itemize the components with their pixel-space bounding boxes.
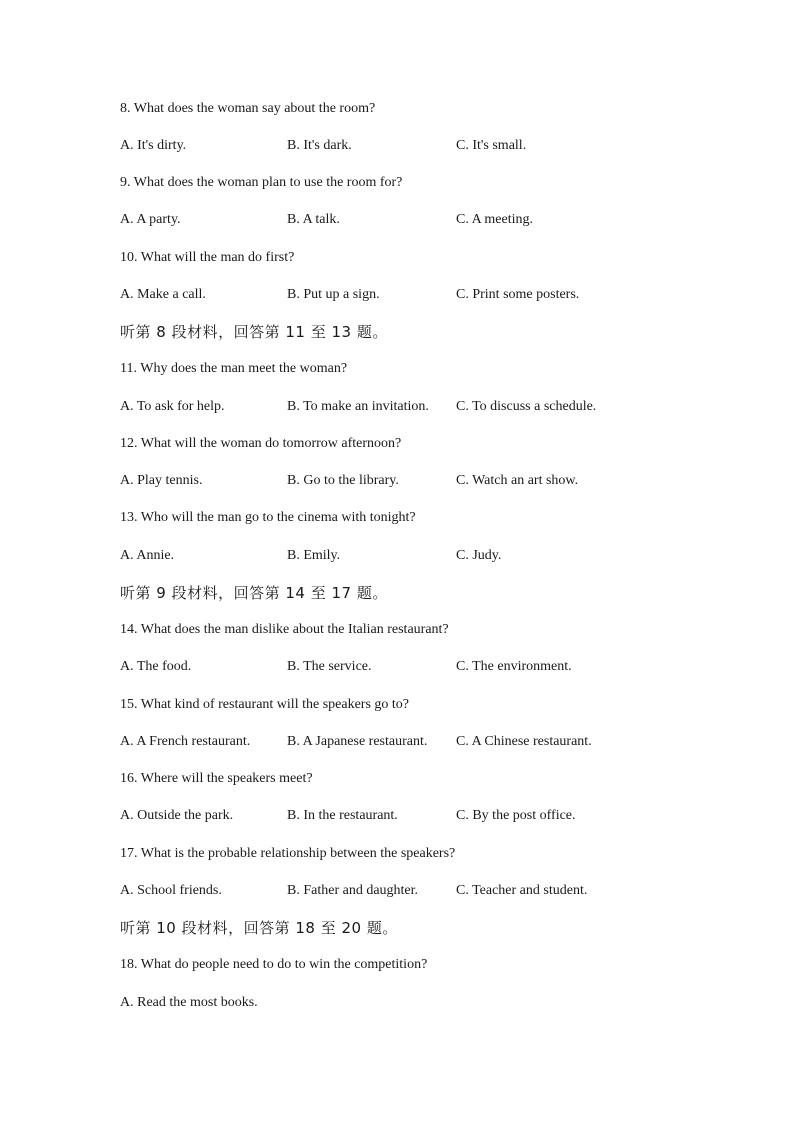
option-a: A. Play tennis. (120, 473, 203, 488)
option-b: B. The service. (287, 659, 372, 674)
option-c: C. It's small. (456, 138, 527, 153)
question-14: 14. What does the man dislike about the Italian restaurant? (120, 622, 449, 637)
option-a: A. To ask for help. (120, 399, 225, 414)
question-11: 11. Why does the man meet the woman? (120, 361, 348, 376)
option-b: B. Go to the library. (287, 473, 399, 488)
option-b: B. In the restaurant. (287, 808, 398, 823)
option-c: C. To discuss a schedule. (456, 399, 597, 414)
option-a: A. Outside the park. (120, 808, 234, 823)
option-c: C. Teacher and student. (456, 883, 588, 898)
option-b: B. A Japanese restaurant. (287, 734, 428, 749)
option-a: A. Read the most books. (120, 995, 258, 1010)
option-c: C. A Chinese restaurant. (456, 734, 592, 749)
option-c: C. Judy. (456, 548, 502, 563)
option-b: B. To make an invitation. (287, 399, 429, 414)
option-b: B. Father and daughter. (287, 883, 419, 898)
option-a: A. Annie. (120, 548, 175, 563)
question-16: 16. Where will the speakers meet? (120, 771, 313, 786)
section-heading-9: 听第 9 段材料，回答第 14 至 17 题。 (120, 584, 388, 602)
question-18: 18. What do people need to do to win the competition? (120, 957, 428, 972)
option-a: A. Make a call. (120, 287, 206, 302)
question-15: 15. What kind of restaurant will the speakers go to? (120, 697, 409, 712)
option-b: B. Emily. (287, 548, 341, 563)
option-a: A. A party. (120, 212, 181, 227)
option-c: C. A meeting. (456, 212, 533, 227)
section-heading-10: 听第 10 段材料，回答第 18 至 20 题。 (120, 919, 398, 937)
question-12: 12. What will the woman do tomorrow afternoon? (120, 436, 402, 451)
option-c: C. Watch an art show. (456, 473, 579, 488)
question-17: 17. What is the probable relationship between the speakers? (120, 846, 456, 861)
question-13: 13. Who will the man go to the cinema with tonight? (120, 510, 416, 525)
option-b: B. A talk. (287, 212, 340, 227)
question-8: 8. What does the woman say about the room? (120, 101, 376, 116)
option-a: A. It's dirty. (120, 138, 187, 153)
question-9: 9. What does the woman plan to use the room for? (120, 175, 403, 190)
option-c: C. The environment. (456, 659, 572, 674)
option-b: B. It's dark. (287, 138, 352, 153)
question-10: 10. What will the man do first? (120, 250, 295, 265)
option-a: A. A French restaurant. (120, 734, 251, 749)
option-a: A. School friends. (120, 883, 222, 898)
option-a: A. The food. (120, 659, 192, 674)
option-c: C. Print some posters. (456, 287, 580, 302)
option-c: C. By the post office. (456, 808, 576, 823)
option-b: B. Put up a sign. (287, 287, 380, 302)
section-heading-8: 听第 8 段材料，回答第 11 至 13 题。 (120, 323, 388, 341)
